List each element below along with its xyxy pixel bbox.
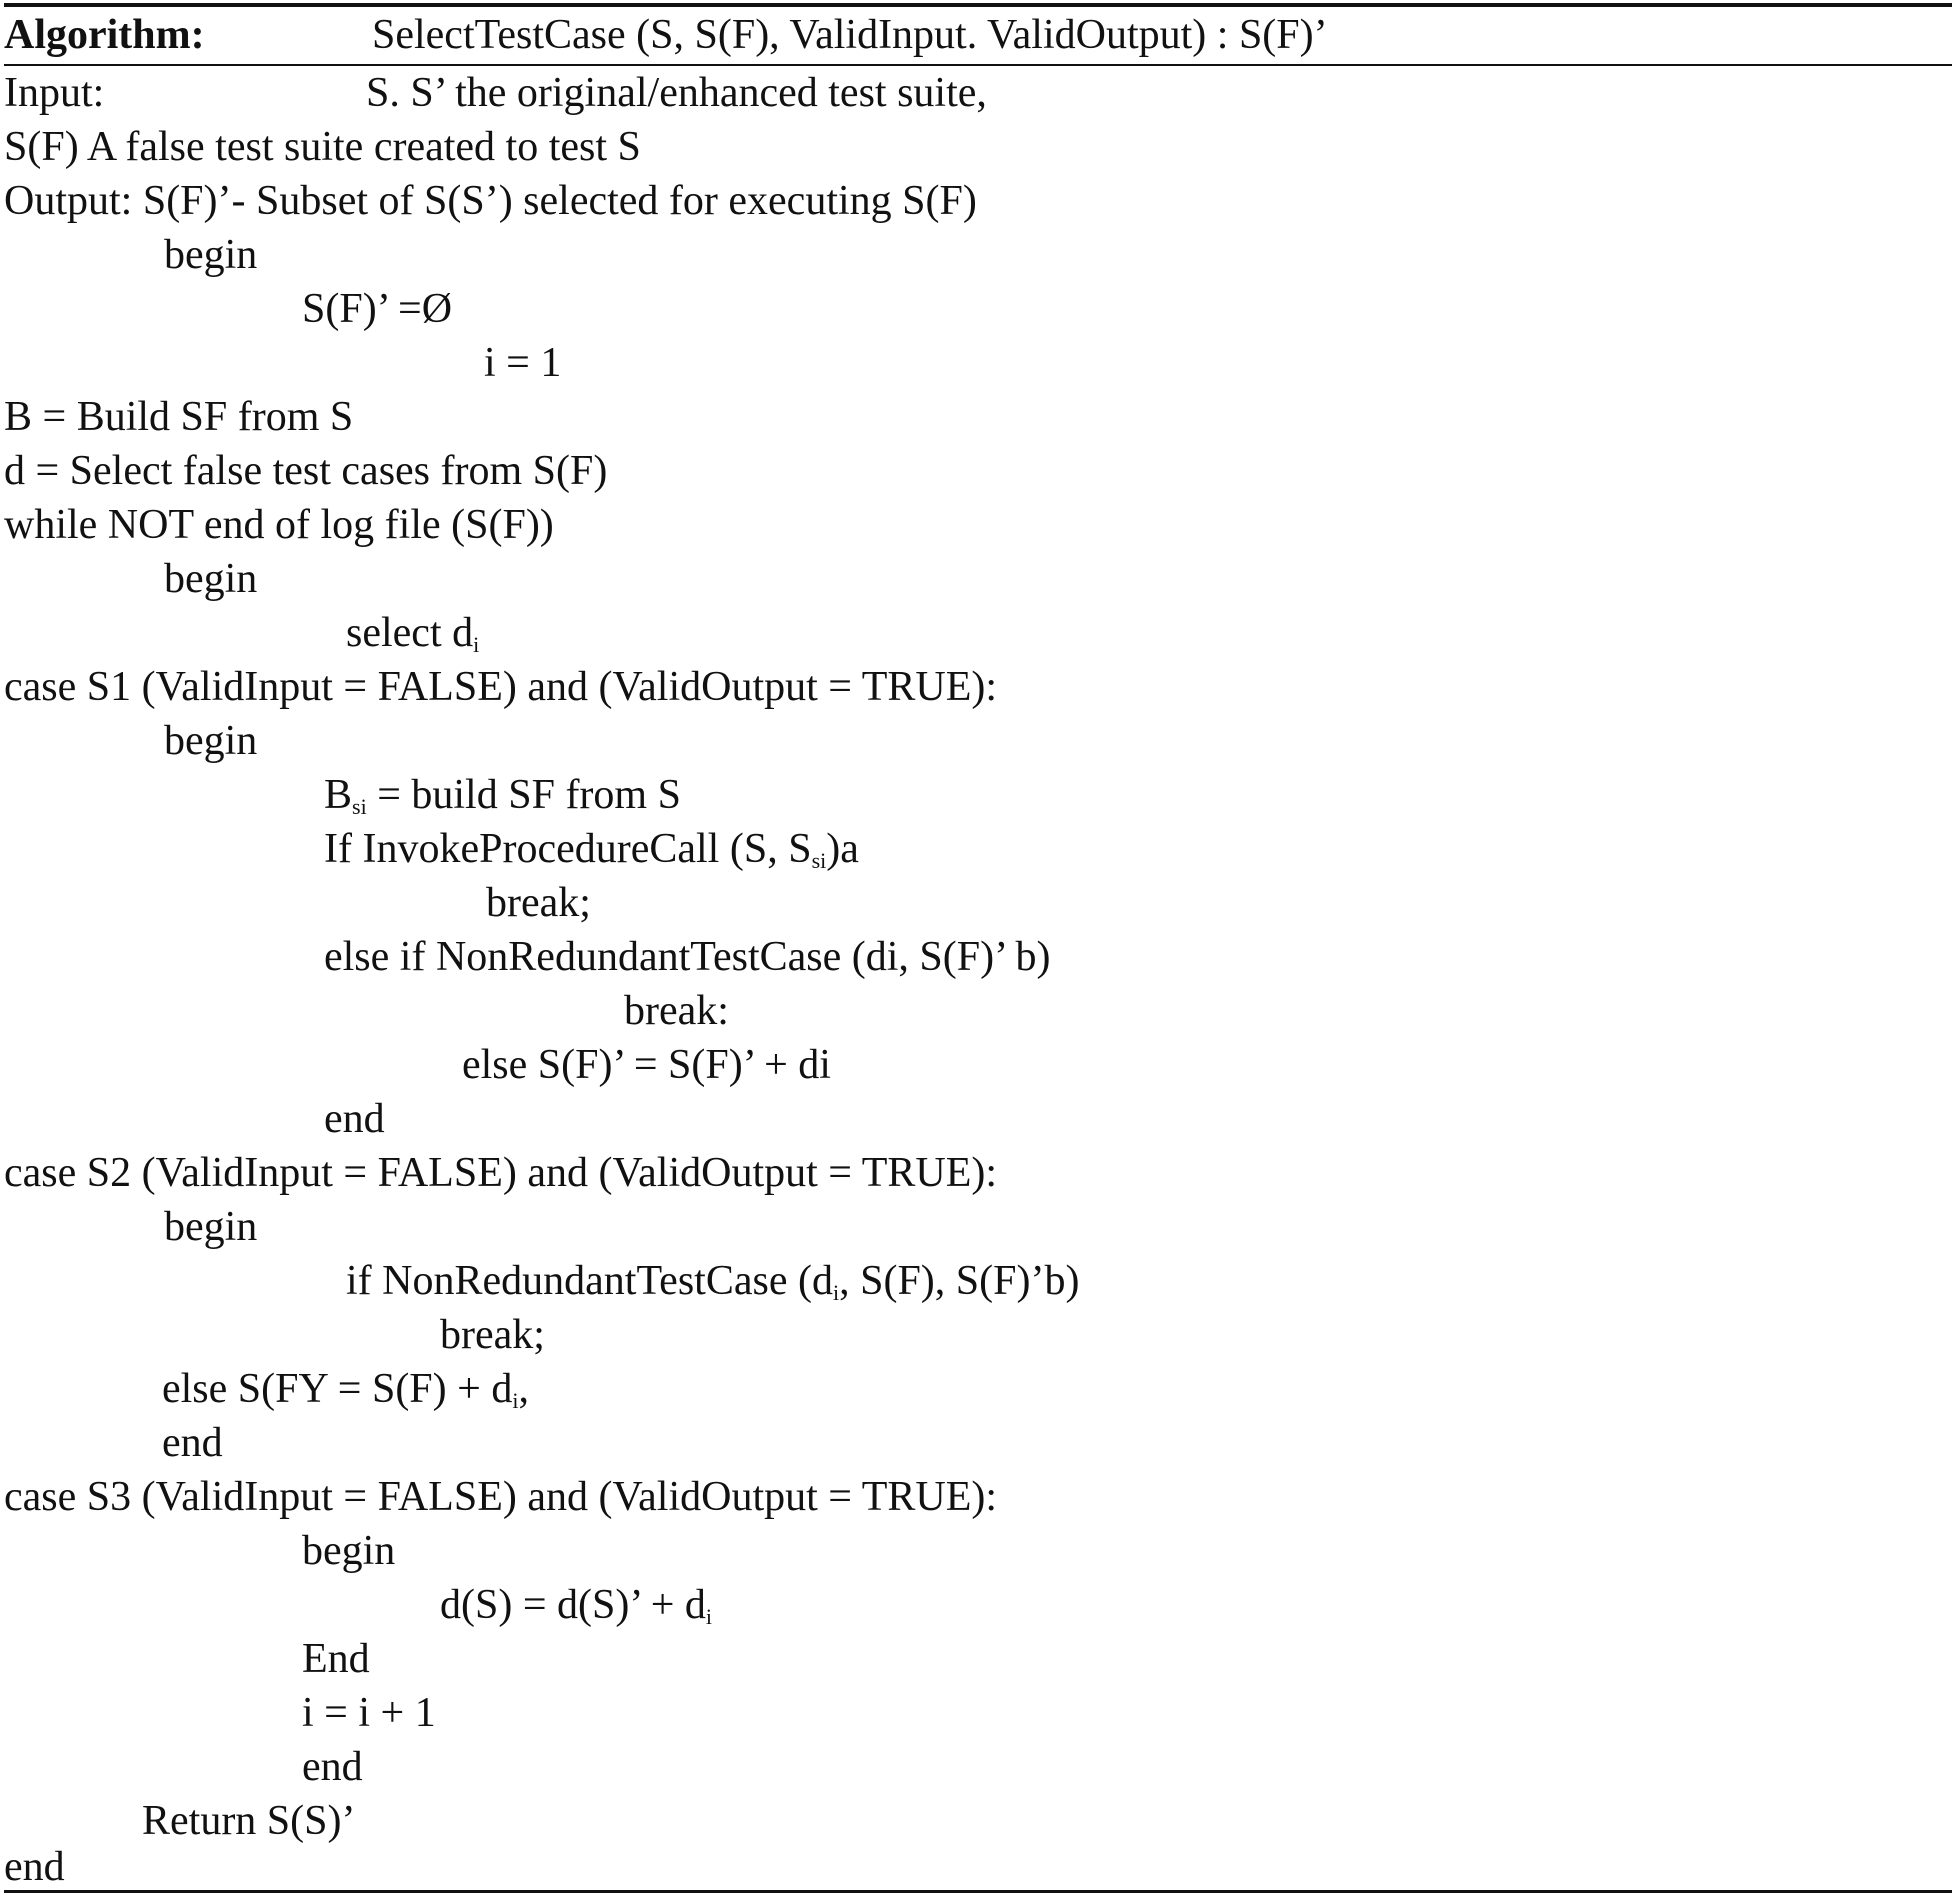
algorithm-line: d = Select false test cases from S(F) [4, 448, 608, 494]
bottom-rule [4, 1890, 1952, 1893]
algorithm-line: case S1 (ValidInput = FALSE) and (ValidOutput = TRUE): [4, 664, 998, 710]
algorithm-line: begin [164, 232, 258, 278]
algorithm-line: begin [302, 1528, 396, 1574]
algorithm-line: end [162, 1420, 223, 1466]
algorithm-line: i = i + 1 [302, 1690, 436, 1736]
algorithm-signature: SelectTestCase (S, S(F), ValidInput. ValidOutput) : S(F)’ [372, 12, 1328, 58]
top-rule [4, 3, 1952, 7]
algorithm-label: Algorithm: [4, 12, 205, 58]
algorithm-line: begin [164, 1204, 258, 1250]
algorithm-line: if NonRedundantTestCase ($d_i$, S(F), S(F)’b) [346, 1258, 1080, 1305]
algorithm-line: break: [624, 988, 729, 1034]
algorithm-line: End [302, 1636, 370, 1682]
algorithm-line: i = 1 [484, 340, 562, 386]
algorithm-line: begin [164, 556, 258, 602]
algorithm-line: S(F) A false test suite created to test S [4, 124, 641, 170]
algorithm-line: end [302, 1744, 363, 1790]
input-label: Input: [4, 70, 105, 116]
algorithm-line: else $S(FY = S(F) + d_i$, [162, 1366, 529, 1413]
algorithm-line: Output: S(F)’- Subset of S(S’) selected for executing S(F) [4, 178, 977, 224]
algorithm-line: case S3 (ValidInput = FALSE) and (ValidOutput = TRUE): [4, 1474, 998, 1520]
algorithm-line: else S(F)’ = S(F)’ + di [462, 1042, 831, 1088]
algorithm-line: begin [164, 718, 258, 764]
algorithm-line: B = Build SF from S [4, 394, 354, 440]
algorithm-line: else if NonRedundantTestCase (di, S(F)’ b) [324, 934, 1051, 980]
algorithm-line: case S2 (ValidInput = FALSE) and (ValidOutput = TRUE): [4, 1150, 998, 1196]
algorithm-line: break; [486, 880, 591, 926]
input-description: S. S’ the original/enhanced test suite, [366, 70, 987, 116]
algorithm-line: $B_{si}$ = build SF from S [324, 772, 681, 819]
algorithm-line: d(S) = d(S)’ + $d_i$ [440, 1582, 713, 1629]
algorithm-line: end [324, 1096, 385, 1142]
algorithm-line: If InvokeProcedureCall (S, $S_{si})a$ [324, 826, 859, 873]
algorithm-line: while NOT end of log file (S(F)) [4, 502, 554, 548]
algorithm-line: end [4, 1844, 65, 1890]
algorithm-line: Return S(S)’ [142, 1798, 356, 1844]
algorithm-line: select $d_i$ [346, 610, 480, 657]
algorithm-line: S(F)’ =Ø [302, 286, 453, 332]
algorithm-line: break; [440, 1312, 545, 1358]
